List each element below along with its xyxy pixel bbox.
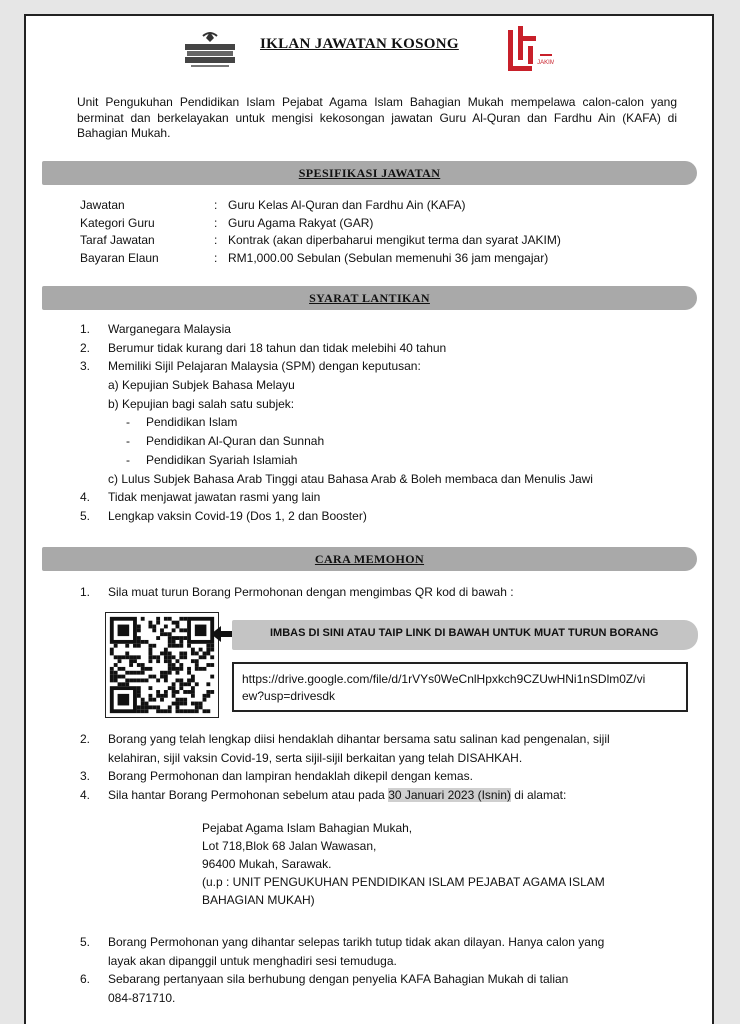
item-number: 2. [80,340,91,355]
spec-sep: : [214,233,218,247]
item-number: 5. [80,508,91,523]
list-item: 5. Lengkap vaksin Covid-19 (Dos 1, 2 dan Booster) [80,507,690,526]
jakim-logo [506,24,554,78]
list-item: 5. Borang Permohonan yang dihantar selepas tarikh tutup tidak akan dilayan. Hanya calon yang [80,935,605,949]
spec-label: Kategori Guru [80,215,155,230]
download-link-line[interactable]: ew?usp=drivesdk [242,689,336,703]
spec-sep: : [214,215,218,230]
state-crest-logo [181,30,239,70]
section-title-syarat: SYARAT LANTIKAN [309,291,430,305]
cara-list-end [80,933,690,1008]
page-title: IKLAN JAWATAN KOSONG [260,36,459,52]
list-item: 4. Sila hantar Borang Permohonan sebelum atau pada 30 Januari 2023 (Isnin) di alamat: [80,788,567,803]
section-band-cara [42,547,697,571]
section-band-spec [42,161,697,185]
spec-label: Taraf Jawatan [80,233,155,247]
spec-row [80,197,561,215]
item-number: 4. [80,490,91,505]
list-item: 3. Memiliki Sijil Pelajaran Malaysia (SPM) dengan keputusan: [80,357,690,376]
list-item-cont: kelahiran, sijil vaksin Covid-19, serta sijil-sijil berkaitan yang telah DISAHKAH. [108,750,523,765]
spec-value: RM1,000.00 Sebulan (Sebulan memenuhi 36 jam mengajar) [228,250,549,265]
qr-code[interactable] [105,612,219,718]
spec-row [80,232,561,250]
spec-label: Jawatan [80,198,125,212]
cara-list [80,730,690,805]
list-subitem: b) Kepujian bagi salah satu subjek: [108,396,295,411]
spec-value: Guru Kelas Al-Quran dan Fardhu Ain (KAFA) [228,198,466,212]
syarat-list [80,320,690,526]
spec-value: Kontrak (akan diperbaharui mengikut terma dan syarat JAKIM) [228,233,561,247]
qr-instruction-text: IMBAS DI SINI ATAU TAIP LINK DI BAWAH UNTUK MUAT TURUN BORANG [270,627,659,639]
list-item: 2. Borang yang telah lengkap diisi hendaklah dihantar bersama satu salinan kad pengenalan, sijil [80,732,610,746]
list-subsubitem: - Pendidikan Islam [126,415,238,430]
cara-item-1: 1. Sila muat turun Borang Permohonan dengan mengimbas QR kod di bawah : [80,585,514,599]
list-subitem: a) Kepujian Subjek Bahasa Melayu [108,378,295,393]
list-item-cont: layak akan dipanggil untuk menghadiri sesi temuduga. [108,953,397,968]
item-number: 1. [80,322,91,336]
spec-row [80,250,561,268]
spec-value: Guru Agama Rakyat (GAR) [228,215,374,230]
list-subitem: c) Lulus Subjek Bahasa Arab Tinggi atau Bahasa Arab & Boleh membaca dan Menulis Jawi [108,471,593,486]
download-link-line[interactable]: https://drive.google.com/file/d/1rVYs0WeCnlHpxkch9CZUwHNi1nSDlm0Z/vi [242,672,646,686]
deadline-date: 30 Januari 2023 (Isnin) [388,788,511,803]
section-title-spec: SPESIFIKASI JAWATAN [298,166,441,180]
jakim-logo-text: JAKIM [537,60,554,66]
list-item: 3. Borang Permohonan dan lampiran hendaklah dikepil dengan kemas. [80,769,473,784]
list-subsubitem: - Pendidikan Al-Quran dan Sunnah [126,434,325,449]
list-item: 4. Tidak menjawat jawatan rasmi yang lain [80,488,690,507]
download-link[interactable] [232,662,688,712]
section-band-syarat [42,286,697,310]
list-item: 6. Sebarang pertanyaan sila berhubung dengan penyelia KAFA Bahagian Mukah di talian [80,972,569,987]
item-number: 3. [80,359,91,374]
mailing-address: Pejabat Agama Islam Bahagian Mukah, Lot 718,Blok 68 Jalan Wawasan, 96400 Mukah, Sarawak. (u.p : UNIT PENGUKUHAN PENDIDIKAN ISLAM PEJABAT AGAMA ISLAM BAHAGIAN MUKAH) [202,821,605,907]
spec-table [80,197,561,267]
spec-sep: : [214,250,218,265]
section-title-cara: CARA MEMOHON [314,552,425,566]
spec-sep: : [214,198,218,212]
list-item-cont: 084-871710. [108,991,176,1006]
intro-paragraph: Unit Pengukuhan Pendidikan Islam Pejabat Agama Islam Bahagian Mukah mempelawa calon-calon yang berminat dan berkelayakan untuk mengisi kekosongan jawatan Guru Al-Quran dan Fardhu Ain (KAFA) di Bahagian Mukah. [77,95,677,140]
spec-label: Bayaran Elaun [80,250,159,265]
spec-row [80,215,561,233]
list-subsubitem: - Pendidikan Syariah Islamiah [126,452,298,467]
list-item: 1. Warganegara Malaysia [80,320,690,339]
list-item: 2. Berumur tidak kurang dari 18 tahun dan tidak melebihi 40 tahun [80,339,690,358]
